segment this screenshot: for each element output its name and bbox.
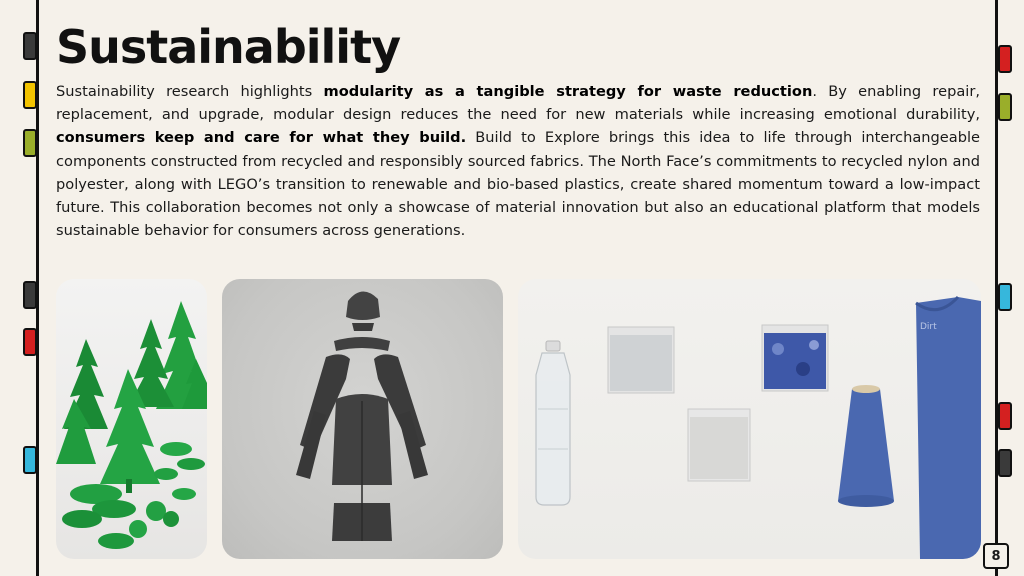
body-text-highlight: modularity as a tangible strategy for waste reduction: [323, 83, 813, 100]
side-tab-red: [998, 402, 1012, 430]
lego-trees-photo: [56, 279, 207, 559]
page-title: Sustainability: [56, 20, 401, 74]
side-tab-dark: [998, 449, 1012, 477]
recycled-materials-photo: [518, 279, 981, 559]
body-text-segment: Build to Explore brings this idea to life through interchangeable components constructed from recycled and responsibly sourced fabrics. The North Face’s commitments to recycled nylon and polyester, along with LEGO’s transition to renewable and bio-based plastics, create shared momentum toward a low-impact future. This collaboration becomes not only a showcase of material innovation but also an educational platform that models sustainable behavior for consumers across generations.: [56, 129, 981, 240]
side-tab-olive: [998, 93, 1012, 121]
side-tab-olive: [23, 129, 37, 157]
side-tab-dark: [23, 32, 37, 60]
materials-illustration: [518, 279, 981, 559]
plastic-bottle: [536, 341, 570, 505]
body-text-segment: Sustainability research highlights: [56, 83, 324, 100]
body-paragraph: [56, 80, 980, 242]
side-tab-red: [23, 328, 37, 356]
side-tab-yellow: [23, 81, 37, 109]
side-tab-red: [998, 45, 1012, 73]
modular-jacket-photo: [222, 279, 503, 559]
shirt-label: Dirt: [920, 322, 937, 332]
body-text-segment: . By enabling repair, replacement, and upgrade, modular design reduces the need for new materials while increasing emotional durability,: [56, 83, 980, 124]
side-tab-dark: [23, 281, 37, 309]
side-tab-cyan: [998, 283, 1012, 311]
page-number: 8: [983, 543, 1009, 569]
jacket-illustration: [222, 279, 503, 559]
lego-trees-illustration: [56, 279, 207, 559]
body-text-highlight: consumers keep and care for what they build.: [56, 129, 467, 147]
side-tab-cyan: [23, 446, 37, 474]
